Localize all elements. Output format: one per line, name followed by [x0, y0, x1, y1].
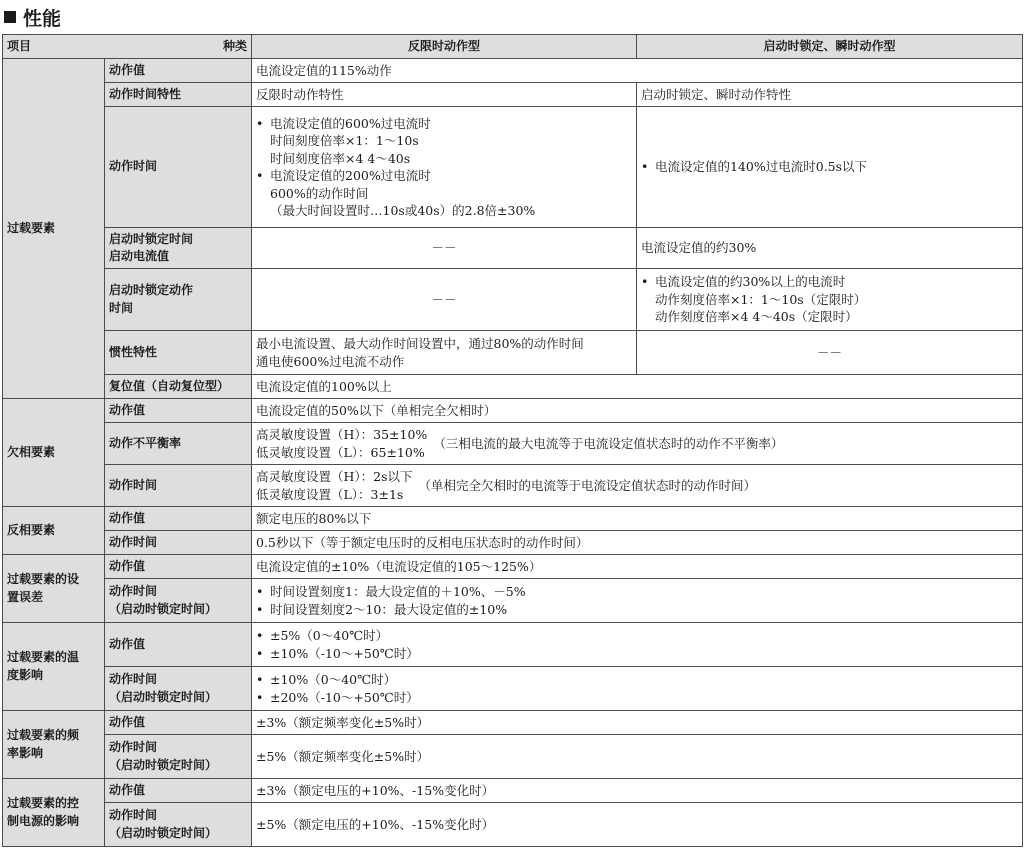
group-label-line: 制电源的影响: [7, 813, 80, 828]
cell-value: [252, 465, 1023, 507]
row-label-line: 动作时间: [109, 740, 158, 754]
group-label-line: 过载要素的控: [7, 796, 80, 810]
table-row: [3, 465, 1023, 507]
note-text: （单相完全欠相时的电流等于电流设定值状态时的动作时间）: [418, 477, 757, 493]
bullet-text: • 电流设定值的140%过电流时0.5s以下: [641, 158, 1018, 176]
table-row: [3, 579, 1023, 623]
row-label-line: （启动时锁定时间）: [109, 689, 218, 704]
group-temperature: [3, 623, 105, 711]
table-row: [3, 531, 1023, 555]
bullet-text: • ±5%（0～40℃时）: [256, 627, 1018, 645]
sub-text: （最大时间设置时…10s或40s）的2.8倍±30%: [270, 203, 536, 218]
cell-value: [637, 269, 1023, 331]
cell-value: 电流设定值的100%以上: [252, 375, 1023, 399]
page-title: [4, 2, 61, 32]
table-row: [3, 331, 1023, 375]
row-label: 动作值: [105, 555, 252, 579]
bullet-text: • 电流设定值的约30%以上的电流时: [641, 273, 1018, 291]
cell-value: －－: [252, 269, 637, 331]
note-text: （三相电流的最大电流等于电流设定值状态时的动作不平衡率）: [433, 435, 784, 451]
cell-value: [252, 579, 1023, 623]
cell-value: ±5%（额定电压的+10%、-15%变化时）: [252, 803, 1023, 847]
table-row: [3, 423, 1023, 465]
row-label: [105, 579, 252, 623]
table-row: [3, 399, 1023, 423]
cell-value: [252, 423, 1023, 465]
cell-value: 反限时动作特性: [252, 83, 637, 107]
square-bullet-icon: [4, 11, 16, 23]
table-header-row: [3, 35, 1023, 59]
cell-value: [252, 623, 1023, 667]
table-row: [3, 623, 1023, 667]
sub-text: 时间刻度倍率×1：1～10s: [270, 133, 419, 148]
bullet-text: • 电流设定值的600%过电流时: [256, 115, 632, 133]
cell-value: 0.5秒以下（等于额定电压时的反相电压状态时的动作时间）: [252, 531, 1023, 555]
row-label-line: 时间: [109, 300, 134, 315]
table-row: [3, 269, 1023, 331]
sub-text: 动作刻度倍率×4 4～40s（定限时）: [655, 309, 858, 325]
header-kind: 种类: [222, 38, 247, 53]
performance-table: [2, 34, 1023, 847]
table-row: [3, 107, 1023, 228]
row-label: 动作值: [105, 711, 252, 735]
bullet-text: • ±10%（-10～+50℃时）: [256, 645, 1018, 663]
cell-value: [637, 107, 1023, 228]
row-label: 动作时间特性: [105, 83, 252, 107]
header-col-b: 启动时锁定、瞬时动作型: [637, 35, 1023, 59]
group-label-line: 过载要素的频: [7, 728, 80, 742]
text-line: 低灵敏度设置（L）：3±1s: [256, 486, 404, 502]
row-label: 动作时间: [105, 465, 252, 507]
row-label: 动作时间: [105, 531, 252, 555]
table-row: [3, 735, 1023, 779]
row-label: 动作值: [105, 623, 252, 667]
cell-value: －－: [252, 228, 637, 269]
row-label-line: （启动时锁定时间）: [109, 825, 218, 840]
row-label: 动作时间: [105, 107, 252, 228]
table-row: [3, 711, 1023, 735]
table-row: [3, 375, 1023, 399]
row-label: 动作值: [105, 399, 252, 423]
text-line: 通电使600%过电流不动作: [256, 353, 405, 369]
cell-value: ±3%（额定频率变化±5%时）: [252, 711, 1023, 735]
table-row: [3, 507, 1023, 531]
row-label-line: （启动时锁定时间）: [109, 601, 218, 616]
page-title-text: 性能: [23, 7, 62, 30]
sub-text: 时间刻度倍率×4 4～40s: [270, 150, 411, 166]
cell-value: [252, 331, 637, 375]
text-line: 低灵敏度设置（L）：65±10%: [256, 444, 425, 460]
header-col-a: 反限时动作型: [252, 35, 637, 59]
cell-value: 额定电压的80%以下: [252, 507, 1023, 531]
row-label: [105, 735, 252, 779]
cell-value: ±3%（额定电压的+10%、-15%变化时）: [252, 779, 1023, 803]
row-label-line: 动作时间: [109, 808, 158, 822]
group-overload: 过载要素: [3, 59, 105, 399]
group-label-line: 过载要素的设: [7, 572, 80, 586]
table-row: [3, 228, 1023, 269]
header-item-kind: [3, 35, 252, 59]
group-control-power: [3, 779, 105, 847]
group-label-line: 度影响: [7, 667, 44, 682]
text-line: 最小电流设置、最大动作时间设置中，通过80%的动作时间: [256, 336, 584, 351]
row-label-line: 启动电流值: [109, 249, 170, 263]
cell-value: 电流设定值的115%动作: [252, 59, 1023, 83]
cell-value: [252, 107, 637, 228]
cell-value: 电流设定值的50%以下（单相完全欠相时）: [252, 399, 1023, 423]
text-line: 高灵敏度设置（H）：2s以下: [256, 469, 413, 484]
row-label: [105, 228, 252, 269]
row-label: 动作不平衡率: [105, 423, 252, 465]
group-phase-loss: 欠相要素: [3, 399, 105, 507]
group-frequency: [3, 711, 105, 779]
cell-value: －－: [637, 331, 1023, 375]
row-label: [105, 803, 252, 847]
bullet-text: • 电流设定值的200%过电流时: [256, 167, 632, 185]
group-label-line: 率影响: [7, 745, 44, 760]
text-line: 高灵敏度设置（H）：35±10%: [256, 427, 428, 442]
bullet-text: • ±20%（-10～+50℃时）: [256, 689, 1018, 707]
header-item: 项目: [7, 38, 32, 53]
row-label: 动作值: [105, 59, 252, 83]
row-label-line: 启动时锁定时间: [109, 231, 194, 246]
group-set-error: [3, 555, 105, 623]
row-label-line: （启动时锁定时间）: [109, 757, 218, 772]
cell-value: 电流设定值的约30%: [637, 228, 1023, 269]
group-label-line: 置误差: [7, 589, 44, 604]
table-row: [3, 555, 1023, 579]
sub-text: 600%的动作时间: [270, 185, 369, 201]
cell-value: 启动时锁定、瞬时动作特性: [637, 83, 1023, 107]
row-label: 动作值: [105, 779, 252, 803]
bullet-text: • 时间设置刻度2～10：最大设定值的±10%: [256, 601, 1018, 619]
cell-value: 电流设定值的±10%（电流设定值的105～125%）: [252, 555, 1023, 579]
table-row: [3, 83, 1023, 107]
cell-value: ±5%（额定频率变化±5%时）: [252, 735, 1023, 779]
table-row: [3, 667, 1023, 711]
row-label-line: 动作时间: [109, 584, 158, 598]
cell-value: [252, 667, 1023, 711]
bullet-text: • ±10%（0～40℃时）: [256, 671, 1018, 689]
row-label-line: 启动时锁定动作: [109, 283, 194, 297]
row-label: [105, 269, 252, 331]
table-row: [3, 803, 1023, 847]
table-row: [3, 779, 1023, 803]
bullet-text: • 时间设置刻度1：最大设定值的＋10%、－5%: [256, 583, 1018, 601]
row-label-line: 动作时间: [109, 672, 158, 686]
row-label: 复位值（自动复位型）: [105, 375, 252, 399]
row-label: 动作值: [105, 507, 252, 531]
row-label: [105, 667, 252, 711]
sub-text: 动作刻度倍率×1：1～10s（定限时）: [655, 291, 867, 307]
row-label: 惯性特性: [105, 331, 252, 375]
group-label-line: 过载要素的温: [7, 650, 80, 664]
table-row: [3, 59, 1023, 83]
group-reverse-phase: 反相要素: [3, 507, 105, 555]
